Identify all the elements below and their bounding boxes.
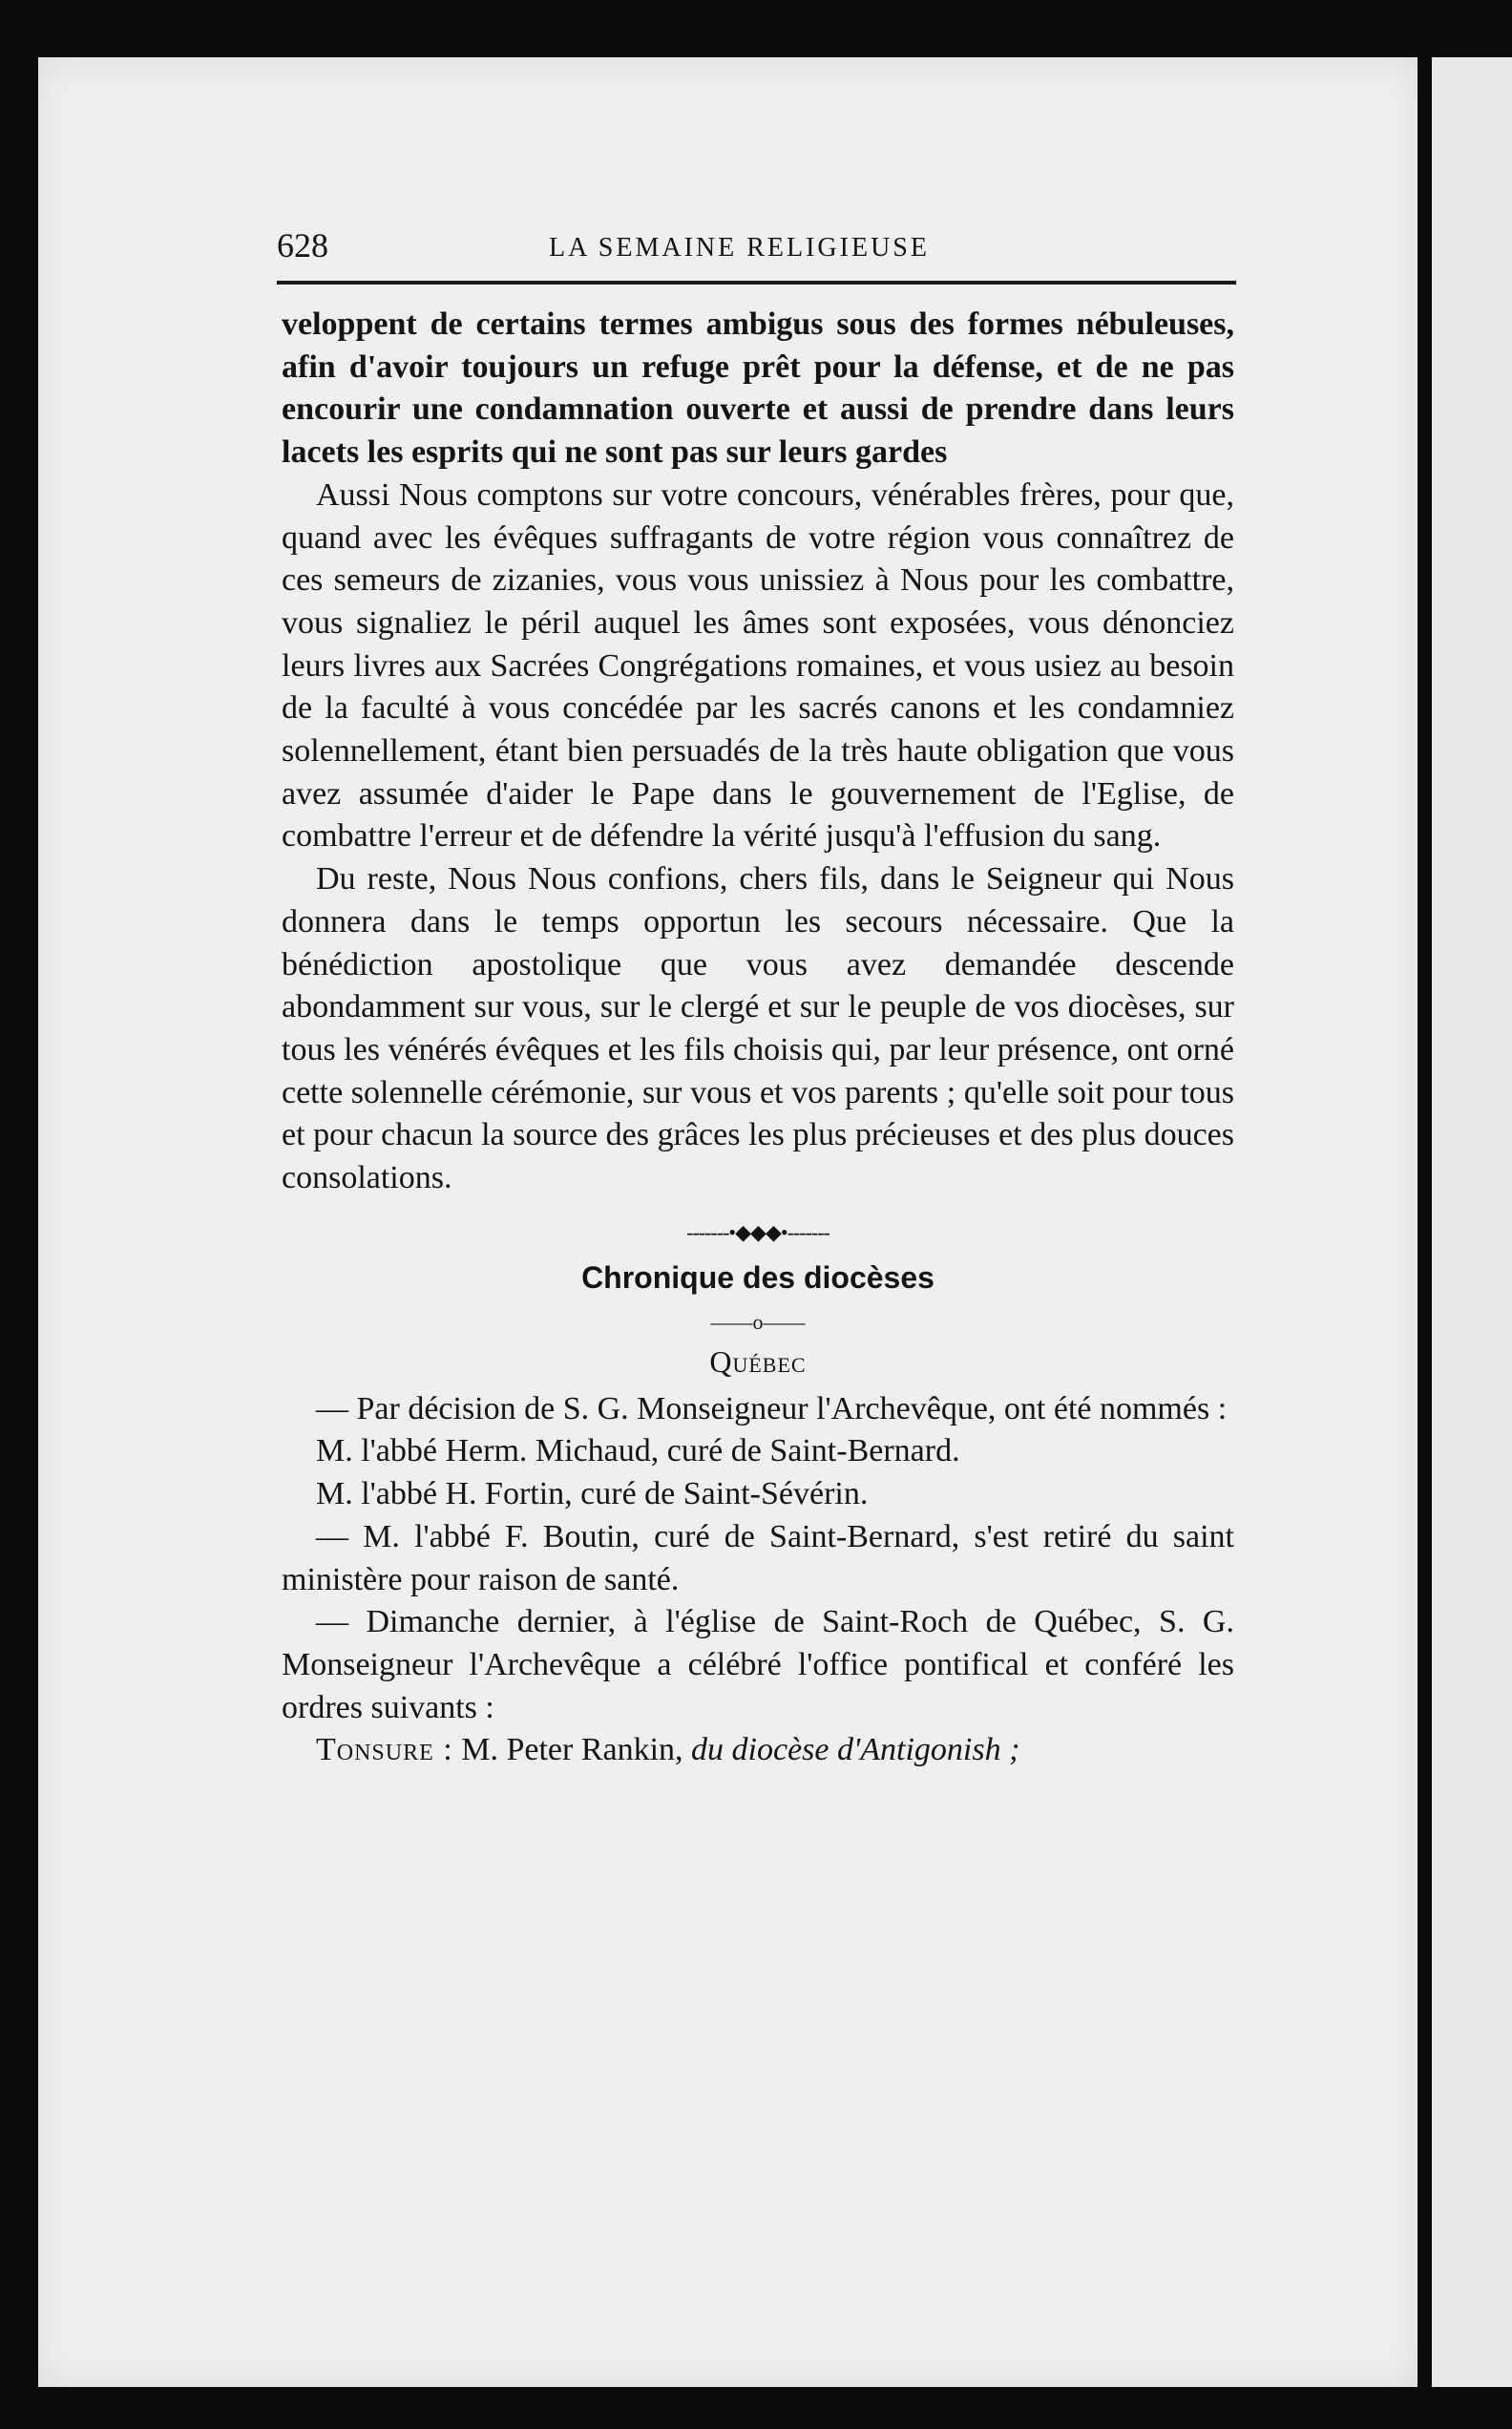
- paragraph: veloppent de certains termes ambigus sous des formes nébuleuses, afin d'avoir toujours un refuge prêt pour la défense, et de ne pas encourir une condamnation ouverte et aussi de prendre dans leurs lacets les esprits qui ne sont pas sur leurs gardes: [282, 306, 1234, 471]
- section-title: Chronique des diocèses: [581, 1259, 934, 1295]
- tonsure-diocese: du diocèse d'Antigonish ;: [691, 1732, 1020, 1768]
- chronicle-item: — M. l'abbé F. Boutin, curé de Saint-Bernard, s'est retiré du saint ministère pour raison de santé.: [282, 1518, 1234, 1597]
- chronicle-item: — Dimanche dernier, à l'église de Saint-Roch de Québec, S. G. Monseigneur l'Archevêque a célébré l'office pontifical et conféré les ordres suivants :: [282, 1604, 1234, 1725]
- tonsure-label: Tonsure :: [316, 1732, 453, 1768]
- section-ornament: -------•◆◆◆•-------: [686, 1219, 830, 1244]
- chronicle-item: M. l'abbé Herm. Michaud, curé de Saint-Bernard.: [316, 1433, 960, 1469]
- tonsure-line: [282, 1729, 1234, 1772]
- header-rule: [277, 281, 1236, 285]
- diocese-heading: Québec: [709, 1343, 807, 1379]
- adjacent-page-edge: [1432, 57, 1512, 2387]
- paragraph: Du reste, Nous Nous confions, chers fils, dans le Seigneur qui Nous donnera dans le temps opportun les secours nécessaire. Que la bénédiction apostolique que vous avez demandée descende abondamment sur vous, sur le clergé et sur le peuple de vos diocèses, sur tous les vénérés évêques et les fils choisis qui, par leur présence, ont orné cette solennelle cérémonie, sur vous et vos parents ; qu'elle soit pour tous et pour chacun la source des grâces les plus précieuses et des plus douces consolations.: [282, 861, 1234, 1196]
- chronicle-item: M. l'abbé H. Fortin, curé de Saint-Sévérin.: [316, 1476, 869, 1512]
- running-title: LA SEMAINE RELIGIEUSE: [549, 233, 930, 263]
- tonsure-text: M. Peter Rankin,: [461, 1732, 683, 1768]
- section-divider: ——o——: [710, 1309, 806, 1334]
- chronicle-item: — Par décision de S. G. Monseigneur l'Archevêque, ont été nommés :: [316, 1390, 1228, 1426]
- page-content: [282, 304, 1234, 1772]
- page-header: [277, 225, 1236, 273]
- page-number: 628: [277, 226, 328, 264]
- paragraph: Aussi Nous comptons sur votre concours, vénérables frères, pour que, quand avec les évêques suffragants de votre région vous connaîtrez de ces semeurs de zizanies, vous vous unissiez à Nous pour les combattre, vous signaliez le péril auquel les âmes sont exposées, vous dénonciez leurs livres aux Sacrées Congrégations romaines, et vous usiez au besoin de la faculté à vous concédée par les sacrés canons et les condamniez solennellement, étant bien persuadés de la très haute obligation que vous avez assumée d'aider le Pape dans le gouvernement de l'Eglise, de combattre l'erreur et de défendre la vérité jusqu'à l'effusion du sang.: [282, 476, 1234, 855]
